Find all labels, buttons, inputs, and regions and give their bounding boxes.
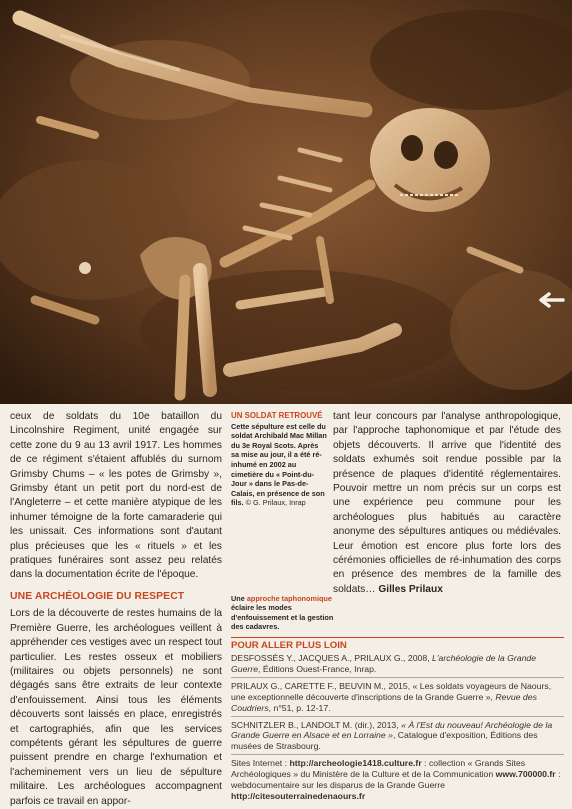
- section-heading: UNE ARCHÉOLOGIE DU RESPECT: [10, 590, 185, 602]
- reference-item: [231, 681, 564, 714]
- white-arrow-icon: [531, 292, 565, 308]
- sites-label: Sites Internet :: [231, 758, 290, 769]
- ref3-title: « À l'Est du nouveau! Archéologie de la Grande Guerre en Alsace et en Lorraine »: [231, 719, 553, 741]
- glossary-term: approche taphonomique: [246, 594, 332, 603]
- ref2-tail: , n°51, p. 12-17.: [268, 702, 331, 713]
- ref3-authors: SCHNITZLER B., LANDOLT M. (dir.), 2013,: [231, 719, 402, 730]
- site-link-archeologie1418[interactable]: http://archeologie1418.culture.fr: [289, 758, 422, 769]
- photo-caption: [231, 411, 327, 508]
- further-reading: [231, 637, 564, 802]
- reference-item: [231, 653, 564, 675]
- ref1-authors: DESFOSSÉS Y., JACQUES A., PRILAUX G., 2008,: [231, 653, 433, 663]
- reference-list: [231, 653, 564, 802]
- ref2-authors: PRILAUX G., CARETTE F., BEUVIN M., 2015, « Les soldats voyageurs de Naours, une exceptionnelle découverte d'inscriptions de la Grande Guerre »,: [231, 680, 552, 702]
- caption-credit: © G. Prilaux, Inrap: [245, 498, 306, 508]
- glossary-note: [231, 594, 335, 632]
- left-column: [10, 410, 222, 809]
- divider: [231, 716, 564, 717]
- divider: [231, 677, 564, 678]
- skeleton-photo-illustration: [0, 0, 572, 404]
- reference-item: [231, 720, 564, 753]
- site-link-700000[interactable]: www.700000.fr: [495, 769, 556, 780]
- ref1-tail: , Éditions Ouest-France, Inrap.: [258, 663, 377, 674]
- right-paragraph: [333, 410, 561, 597]
- site-link-naours[interactable]: http://citesouterrainedenaours.fr: [231, 790, 366, 801]
- excavation-photo: [0, 0, 572, 404]
- websites-item: [231, 758, 564, 802]
- glossary-prefix: Une: [231, 594, 247, 603]
- caption-title: UN SOLDAT RETROUVÉ: [231, 411, 323, 420]
- ref2-journal: Revue des Coudriers: [231, 691, 537, 713]
- right-paragraph-text: tant leur concours par l'analyse anthropologique, par l'approche taphonomique et par l'étude des objets découverts. Il arrive que l'identité des soldats exhumés soit rendue possible par la présence de plaques d'identité réglementaires. Pouvoir mettre un nom précis sur un corps est une expérience peu commune pour les archéologues plus habitués au caractère anonyme des sépultures antiques ou médiévales. Leur émotion est encore plus forte lors des cérémonies officielles de ré-inhumation des corps en présence des membres de la famille des soldats…: [333, 411, 561, 595]
- left-paragraph-2: Lors de la découverte de restes humains de la Première Guerre, les archéologues veillent à appréhender ces vestiges avec un respect tout particulier. Les restes osseux et mobiliers (militaires ou objets personnels) ne sont dégagés sans être extraits de leur contexte d'enfouissement. Ainsi tous les éléments découverts sont laissés en place, enregistrés et cartographiés, afin que les services compétents gérant les sépultures de guerre puissent prendre en charge l'exhumation et l'acheminement vers un lieu de sépulture militaire. Les archéologues accompagnent parfois ce travail en appor-: [10, 608, 222, 807]
- author-signature: Gilles Prilaux: [378, 583, 443, 595]
- ref1-title: L'archéologie de la Grande Guerre: [231, 653, 537, 674]
- ref3-tail: , Catalogue d'exposition, Éditions des musées de Strasbourg.: [231, 730, 538, 752]
- site2-description: : webdocumentaire sur les disparus de la Grande Guerre: [231, 769, 561, 791]
- divider: [231, 754, 564, 755]
- further-reading-heading: POUR ALLER PLUS LOIN: [231, 637, 564, 651]
- caption-text: Cette sépulture est celle du soldat Archibald Mac Millan du 3e Royal Scots. Après sa mise au jour, il a été ré-inhumé en 2002 au cimetière du « Point-du-Jour » dans le Pas-de-Calais, en présence de son fils.: [231, 421, 327, 508]
- glossary-definition: éclaire les modes d'enfouissement et la gestion des cadavres.: [231, 603, 334, 632]
- site1-description: : collection « Grands Sites Archéologiques » du Ministère de la Culture et de la Communication: [231, 758, 526, 780]
- left-paragraph-1: ceux de soldats du 10e bataillon du Lincolnshire Regiment, unité engagée sur cette zone du 9 au 13 avril 1917. Les hommes de ce régiment s'étaient affublés du surnom Grimsby Chums – « les potes de Grimsby », Grimsby étant un petit port du nord-est de l'Angleterre – et cette manière atypique de les inhumer témoigne de la forte camaraderie qui les unissait. Ces informations sont d'autant plus précieuses que les « rituels » et les pratiques funéraires sont assez peu relatés dans la documentation écrite de l'époque.: [10, 411, 222, 581]
- right-column: [333, 410, 561, 597]
